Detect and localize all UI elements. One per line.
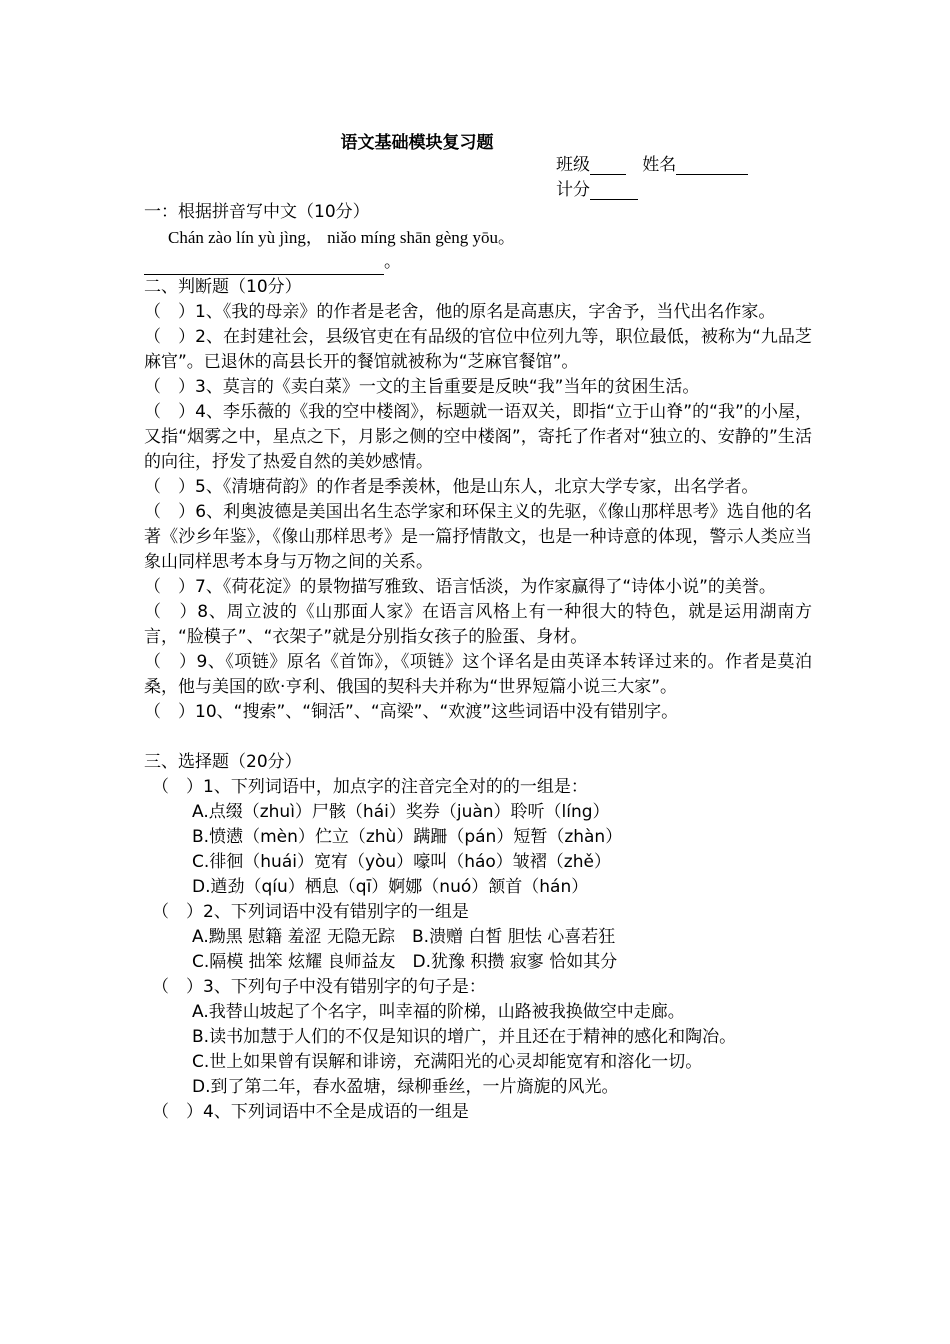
student-info-row <box>556 150 748 175</box>
choice-q2-options-ab: A.黝黑 慰籍 羞涩 无隐无踪 B.溃赠 白皙 胆怯 心喜若狂 <box>192 927 616 947</box>
choice-q1-option-d: D.遒劲（qíu）栖息（qī）婀娜（nuó）颔首（hán） <box>192 877 589 897</box>
choice-q4-stem: （ ）4、下列词语中不全是成语的一组是 <box>152 1102 469 1122</box>
name-label: 姓名 <box>642 155 677 175</box>
choice-q1-stem: （ ）1、下列词语中，加点字的注音完全对的的一组是： <box>152 777 588 797</box>
section-1-heading: 一：根据拼音写中文（10分） <box>144 202 370 222</box>
choice-q3-option-b: B.读书加慧于人们的不仅是知识的增广，并且还在于精神的感化和陶冶。 <box>192 1027 737 1047</box>
choice-questions <box>144 775 812 1125</box>
judge-item-9: （ ）9、《项链》原名《首饰》，《项链》这个译名是由英译本转译过来的。作者是莫泊桑，他与美国的欧·亨利、俄国的契科夫并称为“世界短篇小说三大家”。 <box>144 652 812 697</box>
class-label: 班级 <box>556 155 590 175</box>
class-blank[interactable] <box>590 155 626 175</box>
judge-item-4: （ ）4、李乐薇的《我的空中楼阁》，标题就一语双关，即指“立于山脊”的“我”的小屋，又指“烟雾之中，星点之下，月影之侧的空中楼阁”，寄托了作者对“独立的、安静的”生活的向往，抒发了热爱自然的美妙感情。 <box>144 402 812 472</box>
page-title: 语文基础模块复习题 <box>340 133 494 153</box>
score-blank[interactable] <box>590 180 638 200</box>
section-3-heading: 三、选择题（20分） <box>144 752 302 772</box>
answer-end-mark: 。 <box>384 252 401 272</box>
choice-q3-option-d: D.到了第二年，春水盈塘，绿柳垂丝，一片旖旎的风光。 <box>192 1077 619 1097</box>
name-blank[interactable] <box>676 155 748 175</box>
choice-q2-options-cd: C.隔模 拙笨 炫耀 良师益友 D.犹豫 积攒 寂寥 恰如其分 <box>192 952 618 972</box>
content-body <box>144 200 812 1125</box>
score-label: 计分 <box>556 180 590 200</box>
judge-item-5: （ ）5、《清塘荷韵》的作者是季羡林，他是山东人，北京大学专家，出名学者。 <box>144 477 759 497</box>
pinyin-text: Chán zào lín yù jìng， niǎo míng shān gèng yōu。 <box>168 228 516 247</box>
judge-item-3: （ ）3、莫言的《卖白菜》一文的主旨重要是反映“我”当年的贫困生活。 <box>144 377 700 397</box>
choice-q1-option-c: C.徘徊（huái）宽宥（yòu）嚎叫（háo）皱褶（zhě） <box>192 852 611 872</box>
score-row <box>556 175 638 200</box>
section-2-heading: 二、判断题（10分） <box>144 277 302 297</box>
judge-item-7: （ ）7、《荷花淀》的景物描写雅致、语言恬淡，为作家赢得了“诗体小说”的美誉。 <box>144 577 776 597</box>
choice-q3-option-a: A.我替山坡起了个名字，叫幸福的阶梯，山路被我换做空中走廊。 <box>192 1002 685 1022</box>
judge-item-2: （ ）2、在封建社会，县级官吏在有品级的官位中位列九等，职位最低，被称为“九品芝麻官”。已退休的高县长开的餐馆就被称为“芝麻官餐馆”。 <box>144 327 812 372</box>
judge-item-6: （ ）6、利奥波德是美国出名生态学家和环保主义的先驱，《像山那样思考》选自他的名著《沙乡年鉴》，《像山那样思考》是一篇抒情散文，也是一种诗意的体现，警示人类应当象山同样思考本身与万物之间的关系。 <box>144 502 812 572</box>
answer-line[interactable] <box>144 254 384 275</box>
choice-q3-stem: （ ）3、下列句子中没有错别字的句子是： <box>152 977 486 997</box>
judge-item-8: （ ）8、周立波的《山那面人家》在语言风格上有一种很大的特色，就是运用湖南方言，“脸模子”、“衣架子”就是分别指女孩子的脸蛋、身材。 <box>144 602 812 647</box>
choice-q1-option-a: A.点缀（zhuì）尸骸（hái）奖券（juàn）聆听（líng） <box>192 802 610 822</box>
choice-q2-stem: （ ）2、下列词语中没有错别字的一组是 <box>152 902 469 922</box>
judge-item-1: （ ）1、《我的母亲》的作者是老舍，他的原名是高惠庆，字舍予，当代出名作家。 <box>144 302 776 322</box>
spacer <box>144 725 812 750</box>
choice-q1-option-b: B.愤懑（mèn）伫立（zhù）蹒跚（pán）短暂（zhàn） <box>192 827 623 847</box>
answer-row <box>144 250 812 275</box>
choice-q3-option-c: C.世上如果曾有误解和诽谤，充满阳光的心灵却能宽宥和溶化一切。 <box>192 1052 703 1072</box>
judge-item-10: （ ）10、“搜索”、“铜活”、“高梁”、“欢渡”这些词语中没有错别字。 <box>144 702 679 722</box>
